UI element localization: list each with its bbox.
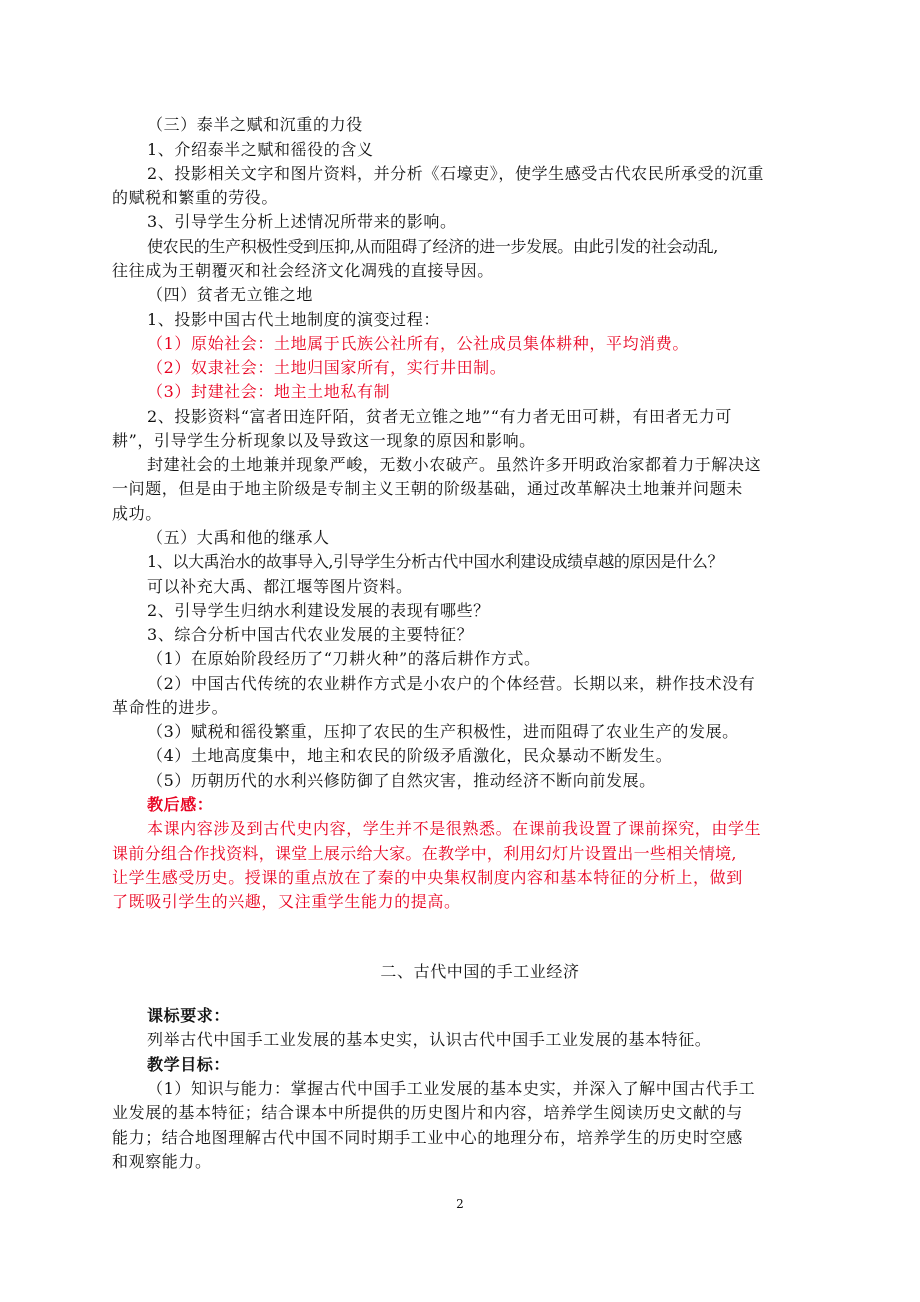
- highlight-line: （1）原始社会：土地属于氏族公社所有，公社成员集体耕种，平均消费。: [147, 334, 689, 353]
- paragraph-line: 业发展的基本特征；结合课本中所提供的历史图片和内容，培养学生阅读历史文献的与: [112, 1103, 743, 1122]
- paragraph-line: 革命性的进步。: [112, 698, 229, 717]
- paragraph-line: 可以补充大禹、都江堰等图片资料。: [147, 577, 413, 596]
- paragraph-line: （2）中国古代传统的农业耕作方式是小农户的个体经营。长期以来，耕作技术没有: [147, 674, 756, 693]
- paragraph-line: （1）在原始阶段经历了“刀耕火种”的落后耕作方式。: [147, 649, 541, 668]
- paragraph-line: 使农民的生产积极性受到压抑,从而阻碍了经济的进一步发展。由此引发的社会动乱,: [147, 237, 718, 256]
- paragraph-line: 2、投影资料“富者田连阡陌，贫者无立锥之地”“有力者无田可耕，有田者无力可: [147, 407, 732, 426]
- paragraph-line: 成功。: [112, 504, 162, 523]
- paragraph-line: 3、综合分析中国古代农业发展的主要特征？: [147, 625, 474, 644]
- section-heading-5: （五）大禹和他的继承人: [147, 528, 330, 547]
- paragraph-line: （4）土地高度集中，地主和农民的阶级矛盾激化，民众暴动不断发生。: [147, 746, 673, 765]
- paragraph-line: 1、投影中国古代土地制度的演变过程：: [147, 310, 440, 329]
- paragraph-line: 能力；结合地图理解古代中国不同时期手工业中心的地理分布，培养学生的历史时空感: [112, 1128, 743, 1147]
- paragraph-line: 耕”，引导学生分析现象以及导致这一现象的原因和影响。: [112, 431, 536, 450]
- section-heading-3: （三）泰半之赋和沉重的力役: [147, 115, 363, 134]
- paragraph-line: 3、引导学生分析上述情况所带来的影响。: [147, 212, 457, 231]
- page-number: 2: [456, 1197, 464, 1211]
- highlight-line: （2）奴隶社会：土地归国家所有，实行井田制。: [147, 358, 507, 377]
- paragraph-line: 列举古代中国手工业发展的基本史实，认识古代中国手工业发展的基本特征。: [147, 1030, 712, 1049]
- paragraph-line: 的赋税和繁重的劳役。: [112, 188, 279, 207]
- paragraph-line: 2、引导学生归纳水利建设发展的表现有哪些？: [147, 601, 490, 620]
- reflection-line: 让学生感受历史。授课的重点放在了秦的中央集权制度内容和基本特征的分析上，做到: [112, 868, 743, 887]
- paragraph-line: 一问题，但是由于地主阶级是专制主义王朝的阶级基础，通过改革解决土地兼并问题未: [112, 479, 743, 498]
- reflection-line: 了既吸引学生的兴趣，又注重学生能力的提高。: [112, 892, 461, 911]
- paragraph-line: 1、介绍泰半之赋和徭役的含义: [147, 140, 374, 159]
- chapter-title: 二、古代中国的手工业经济: [380, 962, 580, 981]
- paragraph-line: （3）赋税和徭役繁重，压抑了农民的生产积极性，进而阻碍了农业生产的发展。: [147, 722, 739, 741]
- reflection-heading: 教后感：: [147, 795, 214, 814]
- paragraph-line: 往往成为王朝覆灭和社会经济文化凋残的直接导因。: [112, 261, 494, 280]
- objectives-heading: 教学目标：: [147, 1055, 231, 1074]
- reflection-line: 课前分组合作找资料，课堂上展示给大家。在教学中，利用幻灯片设置出一些相关情境,: [112, 844, 737, 863]
- paragraph-line: 封建社会的土地兼并现象严峻，无数小农破产。虽然许多开明政治家都着力于解决这: [147, 455, 762, 474]
- paragraph-line: 2、投影相关文字和图片资料，并分析《石壕吏》，使学生感受古代农民所承受的沉重: [147, 164, 764, 183]
- curriculum-heading: 课标要求：: [147, 1006, 231, 1025]
- paragraph-line: 和观察能力。: [112, 1152, 212, 1171]
- paragraph-line: （1）知识与能力：掌握古代中国手工业发展的基本史实，并深入了解中国古代手工: [147, 1079, 756, 1098]
- reflection-line: 本课内容涉及到古代史内容，学生并不是很熟悉。在课前我设置了课前探究，由学生: [147, 819, 762, 838]
- highlight-line: （3）封建社会：地主土地私有制: [147, 382, 391, 401]
- paragraph-line: （5）历朝历代的水利兴修防御了自然灾害，推动经济不断向前发展。: [147, 771, 656, 790]
- section-heading-4: （四）贫者无立锥之地: [147, 285, 314, 304]
- paragraph-line: 1、以大禹治水的故事导入,引导学生分析古代中国水利建设成绩卓越的原因是什么？: [147, 552, 724, 571]
